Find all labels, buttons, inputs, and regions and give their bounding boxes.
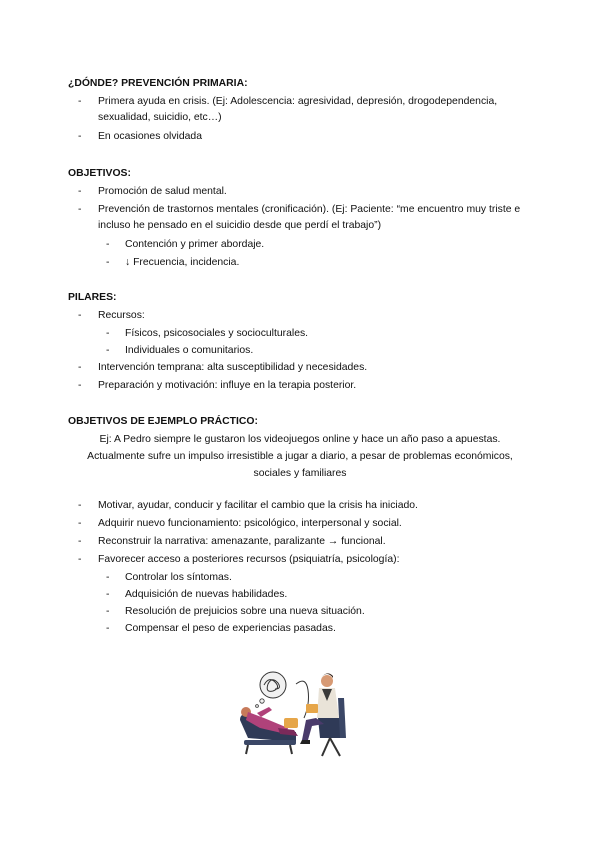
list-item: - Reconstruir la narrativa: amenazante, paralizante → funcional. [78, 536, 386, 547]
example-paragraph-line: sociales y familiares [253, 468, 347, 479]
sub-list-item: - Compensar el peso de experiencias pasadas. [106, 623, 336, 634]
sub-list-item: - Resolución de prejuicios sobre una nueva situación. [106, 606, 365, 617]
list-item: - Prevención de trastornos mentales (cronificación). (Ej: Paciente: “me encuentro muy triste e incluso he pensado en el suicidio desde que perdí el trabajo”) [78, 204, 521, 231]
sub-list-item: - Individuales o comunitarios. [106, 345, 254, 356]
list-item: - Adquirir nuevo funcionamiento: psicológico, interpersonal y social. [78, 518, 402, 529]
therapy-session-icon [230, 668, 360, 760]
example-paragraph-line: Ej: A Pedro siempre le gustaron los videojuegos online y hace un año paso a apuestas. [99, 434, 501, 445]
list-item: - Primera ayuda en crisis. (Ej: Adolescencia: agresividad, depresión, drogodependencia, sexualidad, suicidio, etc…) [78, 96, 498, 123]
list-item: - Motivar, ayudar, conducir y facilitar el cambio que la crisis ha iniciado. [78, 500, 418, 511]
heading-objetivos: OBJETIVOS: [68, 168, 131, 179]
heading-ejemplo: OBJETIVOS DE EJEMPLO PRÁCTICO: [68, 416, 258, 427]
sub-list-item: - Físicos, psicosociales y socioculturales. [106, 328, 309, 339]
sub-list-item: - Adquisición de nuevas habilidades. [106, 589, 288, 600]
example-paragraph-line: Actualmente sufre un impulso irresistible a jugar a diario, a pesar de problemas económicos, [87, 451, 513, 462]
list-item: - Favorecer acceso a posteriores recursos (psiquiatría, psicología): [78, 554, 400, 565]
list-item: - Preparación y motivación: influye en la terapia posterior. [78, 380, 357, 391]
list-item: - En ocasiones olvidada [78, 131, 202, 142]
sub-list-item: - Controlar los síntomas. [106, 572, 232, 583]
sub-list-item: - ↓ Frecuencia, incidencia. [106, 257, 240, 268]
heading-pilares: PILARES: [68, 292, 117, 303]
list-item: - Promoción de salud mental. [78, 186, 227, 197]
list-item: - Recursos: [78, 310, 145, 321]
sub-list-item: - Contención y primer abordaje. [106, 239, 265, 250]
heading-donde: ¿DÓNDE? PREVENCIÓN PRIMARIA: [68, 78, 248, 89]
list-item: - Intervención temprana: alta susceptibilidad y necesidades. [78, 362, 368, 373]
